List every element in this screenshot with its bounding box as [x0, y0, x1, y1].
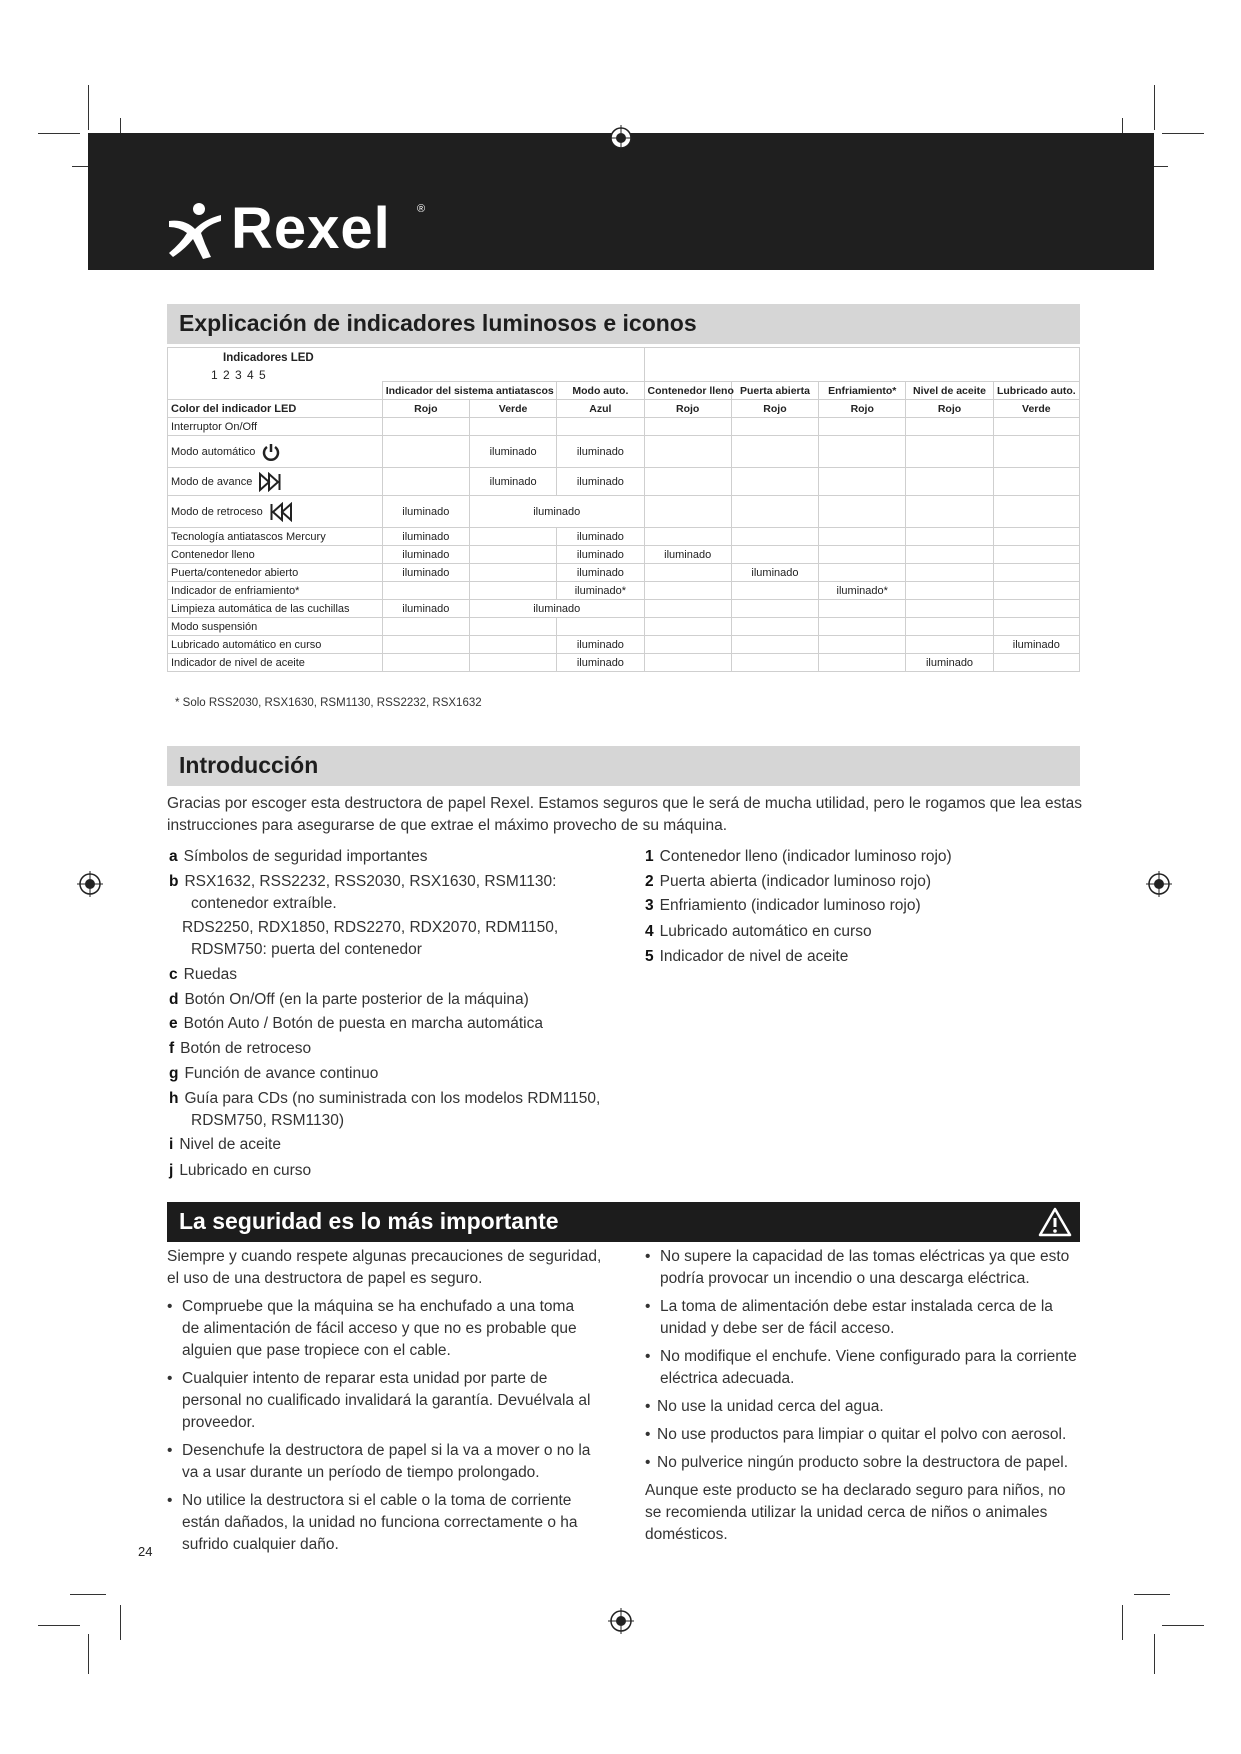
cell — [644, 564, 731, 582]
led-numbers: 1 2 3 4 5 — [211, 368, 267, 382]
intro-title: Introducción — [179, 752, 319, 778]
list-text-cont: RDSM750: puerta del contenedor — [191, 941, 422, 958]
cell — [993, 436, 1079, 468]
row-label: Puerta/contenedor abierto — [168, 564, 383, 582]
list-text: Función de avance continuo — [184, 1065, 379, 1082]
table-row — [168, 636, 1080, 654]
bullet-line: unidad y debe ser de fácil acceso. — [660, 1320, 895, 1337]
cell — [644, 618, 731, 636]
cell — [644, 468, 731, 496]
led-footnote: * Solo RSS2030, RSX1630, RSM1130, RSS2232, RSX1632 — [175, 697, 482, 709]
cell — [906, 582, 993, 600]
cell — [382, 618, 469, 636]
cell — [382, 636, 469, 654]
bullet-line: alguien que pase tropiece con el cable. — [182, 1342, 451, 1359]
table-row — [168, 468, 1080, 496]
row-label: Indicador de nivel de aceite — [168, 654, 383, 672]
list-text: Botón Auto / Botón de puesta en marcha automática — [183, 1015, 543, 1032]
cell — [469, 654, 556, 672]
registration-mark-icon — [1146, 871, 1172, 897]
cell — [993, 564, 1079, 582]
cell — [819, 418, 906, 436]
row-label: Modo de retroceso — [171, 505, 263, 518]
list-key: 1 — [645, 848, 654, 865]
cell: iluminado — [382, 600, 469, 618]
list-item — [169, 871, 556, 915]
led-section-title: Explicación de indicadores luminosos e iconos — [179, 310, 697, 336]
list-item — [645, 946, 848, 968]
crop-mark — [1162, 1625, 1204, 1626]
cell: iluminado — [731, 564, 818, 582]
bullet-line: Desenchufe la destructora de papel si la va a mover o no la — [182, 1442, 591, 1459]
intro-paragraph — [167, 793, 1087, 837]
cell — [469, 418, 556, 436]
cell — [644, 582, 731, 600]
list-text-cont: RDSM750, RSM1130) — [191, 1112, 345, 1129]
cell — [644, 528, 731, 546]
bullet-line: proveedor. — [182, 1414, 256, 1431]
cell — [819, 564, 906, 582]
list-item — [645, 846, 952, 868]
registration-mark-icon — [608, 125, 634, 151]
brand-mark: ® — [417, 203, 426, 215]
cell — [906, 636, 993, 654]
list-key: 2 — [645, 873, 654, 890]
list-text: Ruedas — [183, 966, 238, 983]
list-key: i — [169, 1136, 174, 1153]
cell — [993, 546, 1079, 564]
color-label: Color del indicador LED — [168, 400, 383, 418]
row-label-cell — [168, 436, 383, 468]
crop-mark — [70, 1594, 106, 1595]
cell — [819, 496, 906, 528]
cell — [469, 546, 556, 564]
list-text: Indicador de nivel de aceite — [659, 948, 849, 965]
col-header: Contenedor lleno — [644, 382, 731, 400]
registration-mark-icon — [77, 871, 103, 897]
cell — [819, 436, 906, 468]
crop-mark — [88, 1634, 89, 1674]
forward-icon — [258, 472, 282, 492]
cell — [644, 654, 731, 672]
reverse-icon — [269, 502, 293, 522]
cell: iluminado — [469, 468, 556, 496]
cell — [819, 636, 906, 654]
cell: iluminado — [557, 636, 644, 654]
list-key: a — [169, 848, 178, 865]
list-key: e — [169, 1015, 178, 1032]
list-text: Guía para CDs (no suministrada con los modelos RDM1150, — [184, 1090, 601, 1107]
row-label: Lubricado automático en curso — [168, 636, 383, 654]
cell — [731, 468, 818, 496]
color-cell: Verde — [469, 400, 556, 418]
color-cell: Rojo — [382, 400, 469, 418]
cell — [906, 436, 993, 468]
cell — [993, 496, 1079, 528]
table-row — [168, 618, 1080, 636]
cell — [993, 618, 1079, 636]
empty-cell — [644, 348, 1079, 382]
safety-intro-line: el uso de una destructora de papel es seguro. — [167, 1270, 483, 1287]
cell — [382, 582, 469, 600]
list-key: 3 — [645, 897, 654, 914]
led-table-wrap — [167, 347, 1080, 689]
cell — [993, 418, 1079, 436]
list-item — [169, 1038, 311, 1060]
crop-mark — [38, 133, 80, 134]
cell — [906, 600, 993, 618]
cell — [906, 546, 993, 564]
cell: iluminado — [557, 564, 644, 582]
cell — [993, 582, 1079, 600]
bullet-line: No use la unidad cerca del agua. — [657, 1398, 884, 1415]
crop-mark — [120, 1605, 121, 1640]
row-label: Modo automático — [171, 445, 256, 458]
cell: iluminado* — [819, 582, 906, 600]
list-item — [645, 921, 872, 943]
crop-mark — [1162, 133, 1204, 134]
crop-mark — [38, 1625, 80, 1626]
cell — [731, 418, 818, 436]
crop-mark — [1122, 1605, 1123, 1640]
cell — [993, 600, 1079, 618]
cell — [819, 546, 906, 564]
safety-bullet: • No use la unidad cerca del agua. — [645, 1396, 884, 1418]
row-label: Contenedor lleno — [168, 546, 383, 564]
cell — [906, 496, 993, 528]
cell: iluminado — [469, 496, 644, 528]
cell — [906, 468, 993, 496]
list-item — [169, 846, 427, 868]
crop-mark — [1134, 1594, 1170, 1595]
intro-line: instrucciones para asegurarse de que extrae el máximo provecho de su máquina. — [167, 817, 728, 834]
cell — [993, 528, 1079, 546]
list-text: Botón de retroceso — [180, 1040, 312, 1057]
list-text: Botón On/Off (en la parte posterior de la máquina) — [184, 991, 529, 1008]
row-label-cell — [168, 496, 383, 528]
list-text: RDS2250, RDX1850, RDS2270, RDX2070, RDM1150, — [182, 919, 559, 936]
cell: iluminado — [469, 436, 556, 468]
cell — [469, 564, 556, 582]
power-icon — [261, 442, 281, 462]
col-header: Lubricado auto. — [993, 382, 1079, 400]
list-item — [169, 1160, 311, 1182]
color-cell: Rojo — [819, 400, 906, 418]
cell — [644, 636, 731, 654]
list-item — [169, 964, 237, 986]
cell — [382, 468, 469, 496]
color-cell: Rojo — [644, 400, 731, 418]
color-cell: Rojo — [731, 400, 818, 418]
cell — [731, 618, 818, 636]
closing-line: se recomienda utilizar la unidad cerca de niños o animales — [645, 1504, 1048, 1521]
bullet-line: La toma de alimentación debe estar instalada cerca de la — [660, 1298, 1053, 1315]
cell — [731, 654, 818, 672]
crop-mark — [1154, 85, 1155, 130]
cell — [819, 600, 906, 618]
col-header: Enfriamiento* — [819, 382, 906, 400]
safety-bullet: • La toma de alimentación debe estar instalada cerca de la unidad y debe ser de fácil acceso. — [645, 1296, 1053, 1340]
cell — [906, 418, 993, 436]
color-cell: Rojo — [906, 400, 993, 418]
cell: iluminado — [557, 436, 644, 468]
list-key: g — [169, 1065, 179, 1082]
cell: iluminado — [557, 654, 644, 672]
table-row — [168, 496, 1080, 528]
list-text: Nivel de aceite — [179, 1136, 281, 1153]
safety-intro-line: Siempre y cuando respete algunas precauciones de seguridad, — [167, 1248, 602, 1265]
list-key: 4 — [645, 923, 654, 940]
color-cell: Verde — [993, 400, 1079, 418]
led-table — [167, 347, 1080, 672]
cell: iluminado — [557, 468, 644, 496]
cell — [906, 564, 993, 582]
cell: iluminado — [382, 496, 469, 528]
table-row — [168, 600, 1080, 618]
list-item — [169, 989, 529, 1011]
cell — [731, 436, 818, 468]
cell — [382, 436, 469, 468]
list-key: f — [169, 1040, 175, 1057]
led-section-header — [167, 304, 1080, 344]
cell — [731, 496, 818, 528]
safety-bullet: • Desenchufe la destructora de papel si la va a mover o no la va a usar durante un período de tiempo prolongado. — [167, 1440, 590, 1484]
cell — [469, 582, 556, 600]
bullet-line: No pulverice ningún producto sobre la destructora de papel. — [657, 1454, 1069, 1471]
row-label: Indicador de enfriamiento* — [168, 582, 383, 600]
list-item — [169, 1063, 378, 1085]
cell: iluminado* — [557, 582, 644, 600]
led-subtitle-cell — [168, 348, 645, 382]
table-row — [168, 546, 1080, 564]
cell: iluminado — [993, 636, 1079, 654]
empty-cell — [168, 382, 383, 400]
rexel-logo — [165, 195, 455, 265]
cell — [557, 418, 644, 436]
table-row — [168, 418, 1080, 436]
bullet-line: eléctrica adecuada. — [660, 1370, 795, 1387]
crop-mark — [88, 85, 89, 130]
cell — [469, 636, 556, 654]
bullet-line: de alimentación de fácil acceso y que no es probable que — [182, 1320, 577, 1337]
list-text-cont: contenedor extraíble. — [191, 895, 337, 912]
registration-mark-icon — [608, 1608, 634, 1634]
bullet-line: Cualquier intento de reparar esta unidad por parte de — [182, 1370, 548, 1387]
list-key: 5 — [645, 948, 654, 965]
cell: iluminado — [557, 528, 644, 546]
row-label: Limpieza automática de las cuchillas — [168, 600, 383, 618]
cell — [644, 600, 731, 618]
row-label: Interruptor On/Off — [168, 418, 383, 436]
table-row — [168, 436, 1080, 468]
safety-closing — [645, 1480, 1066, 1546]
list-text: Lubricado automático en curso — [659, 923, 872, 940]
list-key: j — [169, 1162, 174, 1179]
cell — [557, 618, 644, 636]
col-header: Modo auto. — [557, 382, 644, 400]
safety-bullet: • No pulverice ningún producto sobre la destructora de papel. — [645, 1452, 1068, 1474]
list-key: c — [169, 966, 178, 983]
bullet-line: podría provocar un incendio o una descarga eléctrica. — [660, 1270, 1030, 1287]
bullet-line: va a usar durante un período de tiempo prolongado. — [182, 1464, 540, 1481]
list-key: d — [169, 991, 179, 1008]
cell — [993, 654, 1079, 672]
cell — [644, 496, 731, 528]
intro-line: Gracias por escoger esta destructora de papel Rexel. Estamos seguros que le será de mucha utilidad, pero le rogamos que lea estas — [167, 795, 1083, 812]
brand-name: Rexel — [231, 196, 391, 261]
row-label-cell — [168, 468, 383, 496]
group-header: Indicador del sistema antiatascos — [382, 382, 557, 400]
safety-bullet: • Compruebe que la máquina se ha enchufado a una toma de alimentación de fácil acceso y que no es probable que alguien que pase tropiece con el cable. — [167, 1296, 577, 1362]
row-label: Modo de avance — [171, 475, 253, 488]
list-item — [645, 895, 921, 917]
led-subtitle: Indicadores LED — [223, 352, 314, 364]
col-header: Nivel de aceite — [906, 382, 993, 400]
bullet-line: No supere la capacidad de las tomas eléctricas ya que esto — [660, 1248, 1070, 1265]
warning-icon — [1038, 1206, 1072, 1238]
list-item — [645, 871, 931, 893]
intro-section-header — [167, 746, 1080, 786]
cell: iluminado — [469, 600, 644, 618]
cell — [731, 600, 818, 618]
table-row — [168, 654, 1080, 672]
cell: iluminado — [906, 654, 993, 672]
safety-bullet: • Cualquier intento de reparar esta unidad por parte de personal no cualificado invalidará la garantía. Devuélvala al proveedor. — [167, 1368, 590, 1434]
list-item — [169, 1013, 543, 1035]
cell — [731, 528, 818, 546]
bullet-line: están dañados, la unidad no funciona correctamente o ha — [182, 1514, 578, 1531]
cell — [906, 528, 993, 546]
cell — [731, 636, 818, 654]
cell — [819, 654, 906, 672]
cell: iluminado — [382, 528, 469, 546]
list-text: Símbolos de seguridad importantes — [183, 848, 428, 865]
safety-title: La seguridad es lo más importante — [179, 1208, 559, 1234]
safety-bullet: • No use productos para limpiar o quitar el polvo con aerosol. — [645, 1424, 1066, 1446]
cell: iluminado — [382, 546, 469, 564]
safety-bullet: • No supere la capacidad de las tomas eléctricas ya que esto podría provocar un incendio o una descarga eléctrica. — [645, 1246, 1069, 1290]
cell — [382, 418, 469, 436]
list-text: Contenedor lleno (indicador luminoso rojo) — [659, 848, 952, 865]
cell — [382, 654, 469, 672]
rexel-figure-icon — [165, 201, 225, 261]
table-row — [168, 564, 1080, 582]
list-text: Lubricado en curso — [179, 1162, 312, 1179]
bullet-line: No use productos para limpiar o quitar el polvo con aerosol. — [657, 1426, 1067, 1443]
cell: iluminado — [557, 546, 644, 564]
table-row — [168, 528, 1080, 546]
cell — [644, 418, 731, 436]
row-label: Modo suspensión — [168, 618, 383, 636]
safety-section-header — [167, 1202, 1080, 1242]
bullet-line: No utilice la destructora si el cable o la toma de corriente — [182, 1492, 572, 1509]
cell — [906, 618, 993, 636]
col-header: Puerta abierta — [731, 382, 818, 400]
cell — [731, 546, 818, 564]
cell — [819, 528, 906, 546]
cell — [469, 618, 556, 636]
list-text: RSX1632, RSS2232, RSS2030, RSX1630, RSM1130: — [184, 873, 557, 890]
bullet-line: Compruebe que la máquina se ha enchufado a una toma — [182, 1298, 575, 1315]
list-item — [169, 1134, 281, 1156]
page-number: 24 — [138, 1544, 153, 1559]
list-item — [169, 1088, 600, 1132]
cell — [819, 468, 906, 496]
cell — [469, 528, 556, 546]
cell — [731, 582, 818, 600]
cell: iluminado — [382, 564, 469, 582]
list-key: b — [169, 873, 179, 890]
cell — [993, 468, 1079, 496]
list-key: h — [169, 1090, 179, 1107]
color-cell: Azul — [557, 400, 644, 418]
cell — [819, 618, 906, 636]
safety-bullet: • No modifique el enchufe. Viene configurado para la corriente eléctrica adecuada. — [645, 1346, 1077, 1390]
list-text: Enfriamiento (indicador luminoso rojo) — [659, 897, 921, 914]
crop-mark — [1154, 1634, 1155, 1674]
safety-intro — [167, 1246, 601, 1290]
bullet-line: No modifique el enchufe. Viene configurado para la corriente — [660, 1348, 1077, 1365]
cell — [644, 436, 731, 468]
bullet-line: personal no cualificado invalidará la garantía. Devuélvala al — [182, 1392, 591, 1409]
table-row — [168, 582, 1080, 600]
closing-line: domésticos. — [645, 1526, 728, 1543]
row-label: Tecnología antiatascos Mercury — [168, 528, 383, 546]
bullet-line: sufrido cualquier daño. — [182, 1536, 339, 1553]
cell: iluminado — [644, 546, 731, 564]
safety-bullet: • No utilice la destructora si el cable o la toma de corriente están dañados, la unidad no funciona correctamente o ha sufrido cualquier daño. — [167, 1490, 578, 1556]
closing-line: Aunque este producto se ha declarado seguro para niños, no — [645, 1482, 1066, 1499]
list-item — [182, 917, 558, 961]
list-text: Puerta abierta (indicador luminoso rojo) — [659, 873, 932, 890]
